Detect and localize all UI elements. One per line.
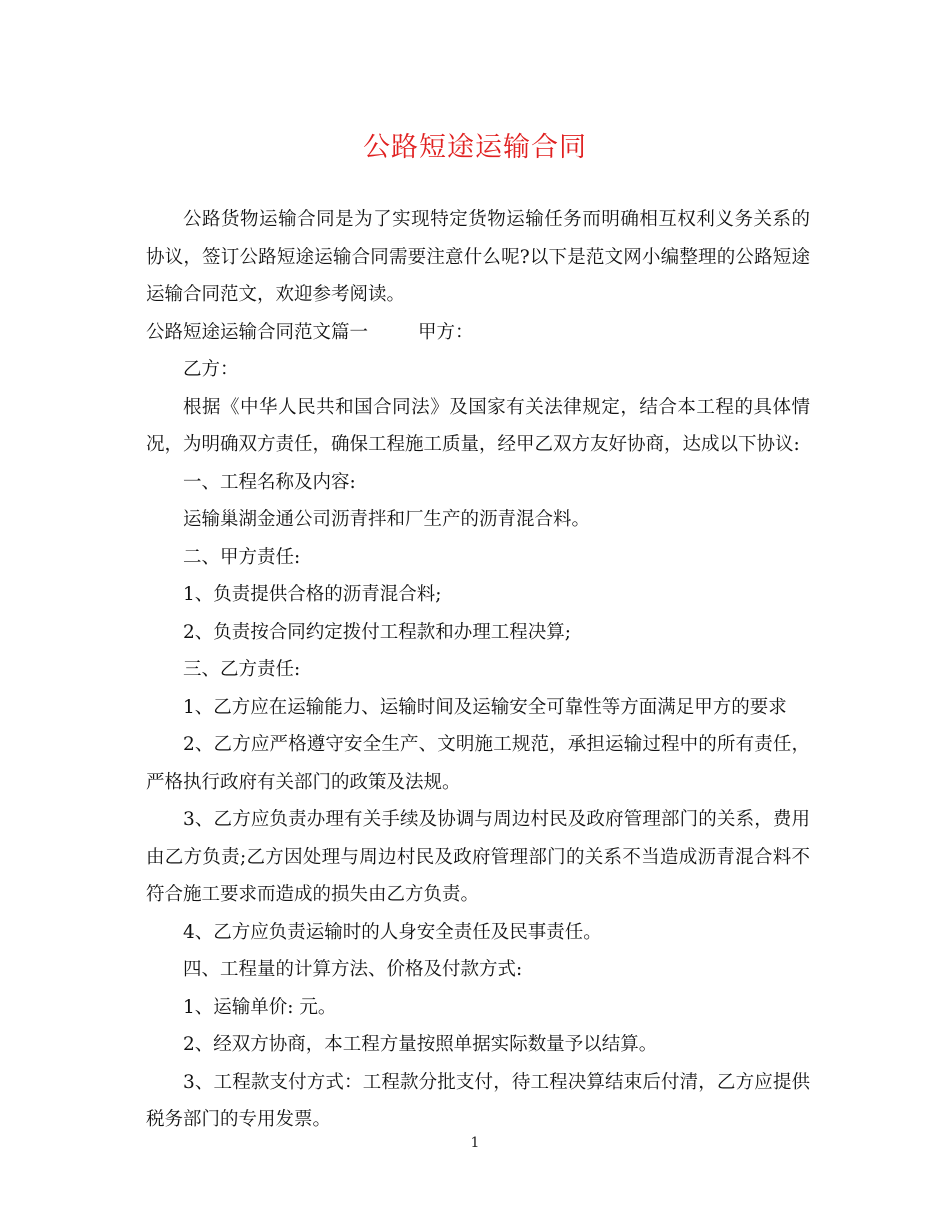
section-heading-1: 一、工程名称及内容: [183,471,356,493]
document-title: 公路短途运输合同 [363,132,587,163]
clause-2-2: 2、负责按合同约定拨付工程款和办理工程决算; [183,621,572,643]
sample-heading-text: 公路短途运输合同范文篇一 [146,321,369,343]
paragraph-sample-heading [146,314,810,352]
paragraph-intro: 公路货物运输合同是为了实现特定货物运输任务而明确相互权利义务关系的协议，签订公路短途运输合同需要注意什么呢?以下是范文网小编整理的公路短途运输合同范文，欢迎参考阅读。 [146,209,810,305]
party-b-label: 乙方： [183,359,239,380]
clause-4-2: 2、经双方协商，本工程方量按照单据实际数量予以结算。 [183,1034,658,1055]
section-heading-3: 三、乙方责任: [183,659,301,680]
party-a-label: 甲方： [418,321,474,343]
page-number: 1 [470,1135,480,1151]
paragraph-basis: 根据《中华人民共和国合同法》及国家有关法律规定，结合本工程的具体情况，为明确双方责任，确保工程施工质量，经甲乙双方友好协商，达成以下协议: [146,396,810,455]
clause-3-2: 2、乙方应严格遵守安全生产、文明施工规范，承担运输过程中的所有责任，严格执行政府有关部门的政策及法规。 [146,734,810,793]
paragraph-content: 运输巢湖金通公司沥青拌和厂生产的沥青混合料。 [183,509,591,530]
section-heading-2: 二、甲方责任: [183,546,301,568]
clause-3-4: 4、乙方应负责运输时的人身安全责任及民事责任。 [183,921,602,943]
document-body [146,201,810,1139]
clause-4-3: 3、工程款支付方式：工程款分批支付，待工程决算结束后付清，乙方应提供税务部门的专用发票。 [146,1071,810,1130]
clause-3-1: 1、乙方应在运输能力、运输时间及运输安全可靠性等方面满足甲方的要求 [183,696,787,718]
clause-2-1: 1、负责提供合格的沥青混合料; [183,584,442,605]
clause-3-3: 3、乙方应负责办理有关手续及协调与周边村民及政府管理部门的关系，费用由乙方负责;乙方因处理与周边村民及政府管理部门的关系不当造成沥青混合料不符合施工要求而造成的损失由乙方负责。 [146,809,810,905]
clause-4-1: 1、运输单价: 元。 [183,996,337,1018]
section-heading-4: 四、工程量的计算方法、价格及付款方式: [183,959,523,980]
